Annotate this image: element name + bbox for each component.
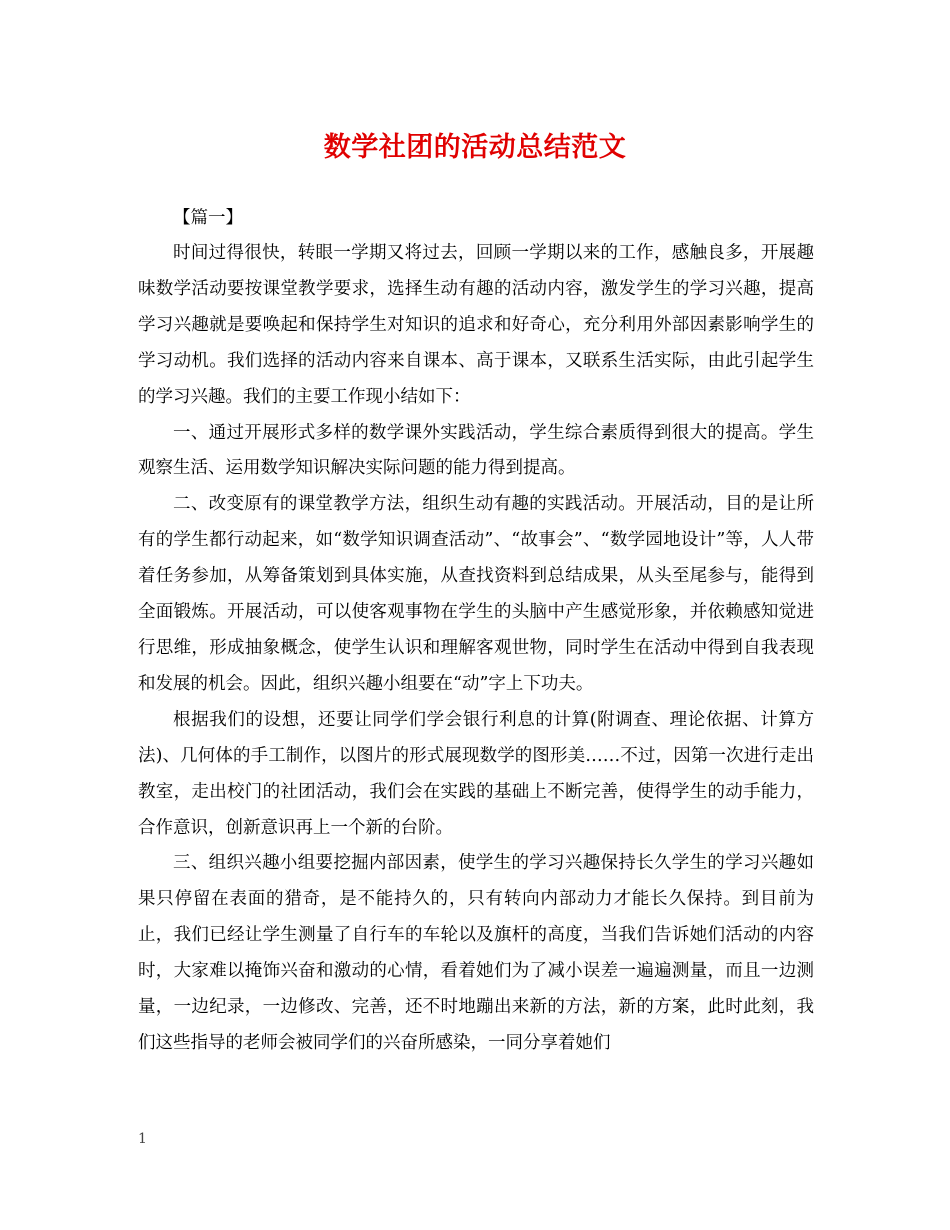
paragraph-plans: 根据我们的设想，还要让同学们学会银行利息的计算(附调查、理论依据、计算方法)、几何体的手工制作，以图片的形式展现数学的图形美……不过，因第一次进行走出教室，走出校门的社团活动，我们会在实践的基础上不断完善，使得学生的动手能力，合作意识，创新意识再上一个新的台阶。	[138, 709, 814, 838]
paragraph-point-one: 一、通过开展形式多样的数学课外实践活动，学生综合素质得到很大的提高。学生观察生活、运用数学知识解决实际问题的能力得到提高。	[138, 422, 814, 479]
paragraph-point-three: 三、组织兴趣小组要挖掘内部因素，使学生的学习兴趣保持长久学生的学习兴趣如果只停留在表面的猎奇，是不能持久的，只有转向内部动力才能长久保持。到目前为止，我们已经让学生测量了自行车的车轮以及旗杆的高度，当我们告诉她们活动的内容时，大家难以掩饰兴奋和激动的心情，看着她们为了减小误差一遍遍测量，而且一边测量，一边纪录，一边修改、完善，还不时地蹦出来新的方法，新的方案，此时此刻，我们这些指导的老师会被同学们的兴奋所感染，一同分享着她们	[138, 853, 814, 1053]
document-title: 数学社团的活动总结范文	[323, 132, 627, 163]
document-body	[138, 236, 814, 1062]
page-number: 1	[138, 1131, 147, 1147]
paragraph-point-two: 二、改变原有的课堂教学方法，组织生动有趣的实践活动。开展活动，目的是让所有的学生都行动起来，如“数学知识调查活动”、“故事会”、“数学园地设计”等，人人带着任务参加，从筹备策划到具体实施，从查找资料到总结成果，从头至尾参与，能得到全面锻炼。开展活动，可以使客观事物在学生的头脑中产生感觉形象，并依赖感知觉进行思维，形成抽象概念，使学生认识和理解客观世物，同时学生在活动中得到自我表现和发展的机会。因此，组织兴趣小组要在“动”字上下功夫。	[138, 494, 814, 694]
section-heading: 【篇一】	[173, 208, 243, 228]
paragraph-intro: 时间过得很快，转眼一学期又将过去，回顾一学期以来的工作，感触良多，开展趣味数学活动要按课堂教学要求，选择生动有趣的活动内容，激发学生的学习兴趣，提高学习兴趣就是要唤起和保持学生对知识的追求和好奇心，充分利用外部因素影响学生的学习动机。我们选择的活动内容来自课本、高于课本，又联系生活实际，由此引起学生的学习兴趣。我们的主要工作现小结如下：	[138, 243, 814, 407]
